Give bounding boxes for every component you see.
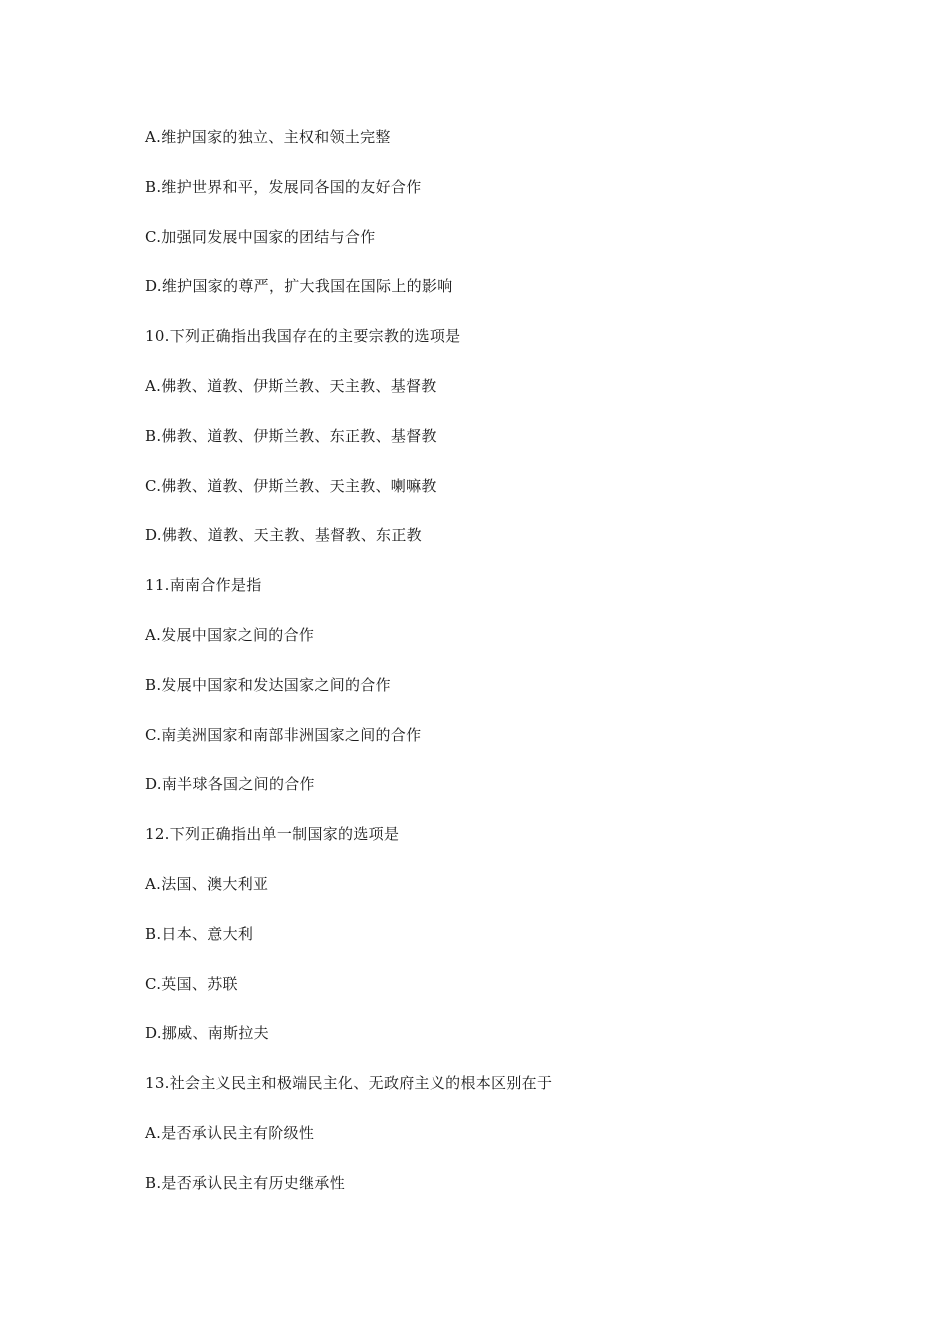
option-line: A.是否承认民主有阶级性 bbox=[145, 1123, 315, 1142]
option-line: B.日本、意大利 bbox=[145, 924, 254, 943]
option-line: C.南美洲国家和南部非洲国家之间的合作 bbox=[145, 725, 422, 744]
option-line: A.佛教、道教、伊斯兰教、天主教、基督教 bbox=[145, 376, 437, 395]
question-line: 13.社会主义民主和极端民主化、无政府主义的根本区别在于 bbox=[145, 1074, 553, 1093]
option-line: A.发展中国家之间的合作 bbox=[145, 625, 315, 644]
option-line: C.英国、苏联 bbox=[145, 974, 238, 993]
option-line: D.挪威、南斯拉夫 bbox=[145, 1024, 269, 1043]
option-line: B.维护世界和平，发展同各国的友好合作 bbox=[145, 177, 422, 196]
option-line: C.加强同发展中国家的团结与合作 bbox=[145, 227, 376, 246]
option-line: C.佛教、道教、伊斯兰教、天主教、喇嘛教 bbox=[145, 476, 437, 495]
option-line: D.佛教、道教、天主教、基督教、东正教 bbox=[145, 526, 422, 545]
question-line: 12.下列正确指出单一制国家的选项是 bbox=[145, 825, 400, 844]
option-line: B.佛教、道教、伊斯兰教、东正教、基督教 bbox=[145, 426, 437, 445]
question-text-block bbox=[145, 124, 905, 1220]
option-line: A.维护国家的独立、主权和领土完整 bbox=[145, 128, 391, 146]
question-line: 11.南南合作是指 bbox=[145, 576, 262, 595]
option-line: B.是否承认民主有历史继承性 bbox=[145, 1173, 345, 1192]
option-line: B.发展中国家和发达国家之间的合作 bbox=[145, 675, 391, 694]
option-line: D.南半球各国之间的合作 bbox=[145, 775, 315, 794]
option-line: D.维护国家的尊严，扩大我国在国际上的影响 bbox=[145, 277, 453, 296]
question-line: 10.下列正确指出我国存在的主要宗教的选项是 bbox=[145, 327, 461, 346]
option-line: A.法国、澳大利亚 bbox=[145, 874, 269, 893]
